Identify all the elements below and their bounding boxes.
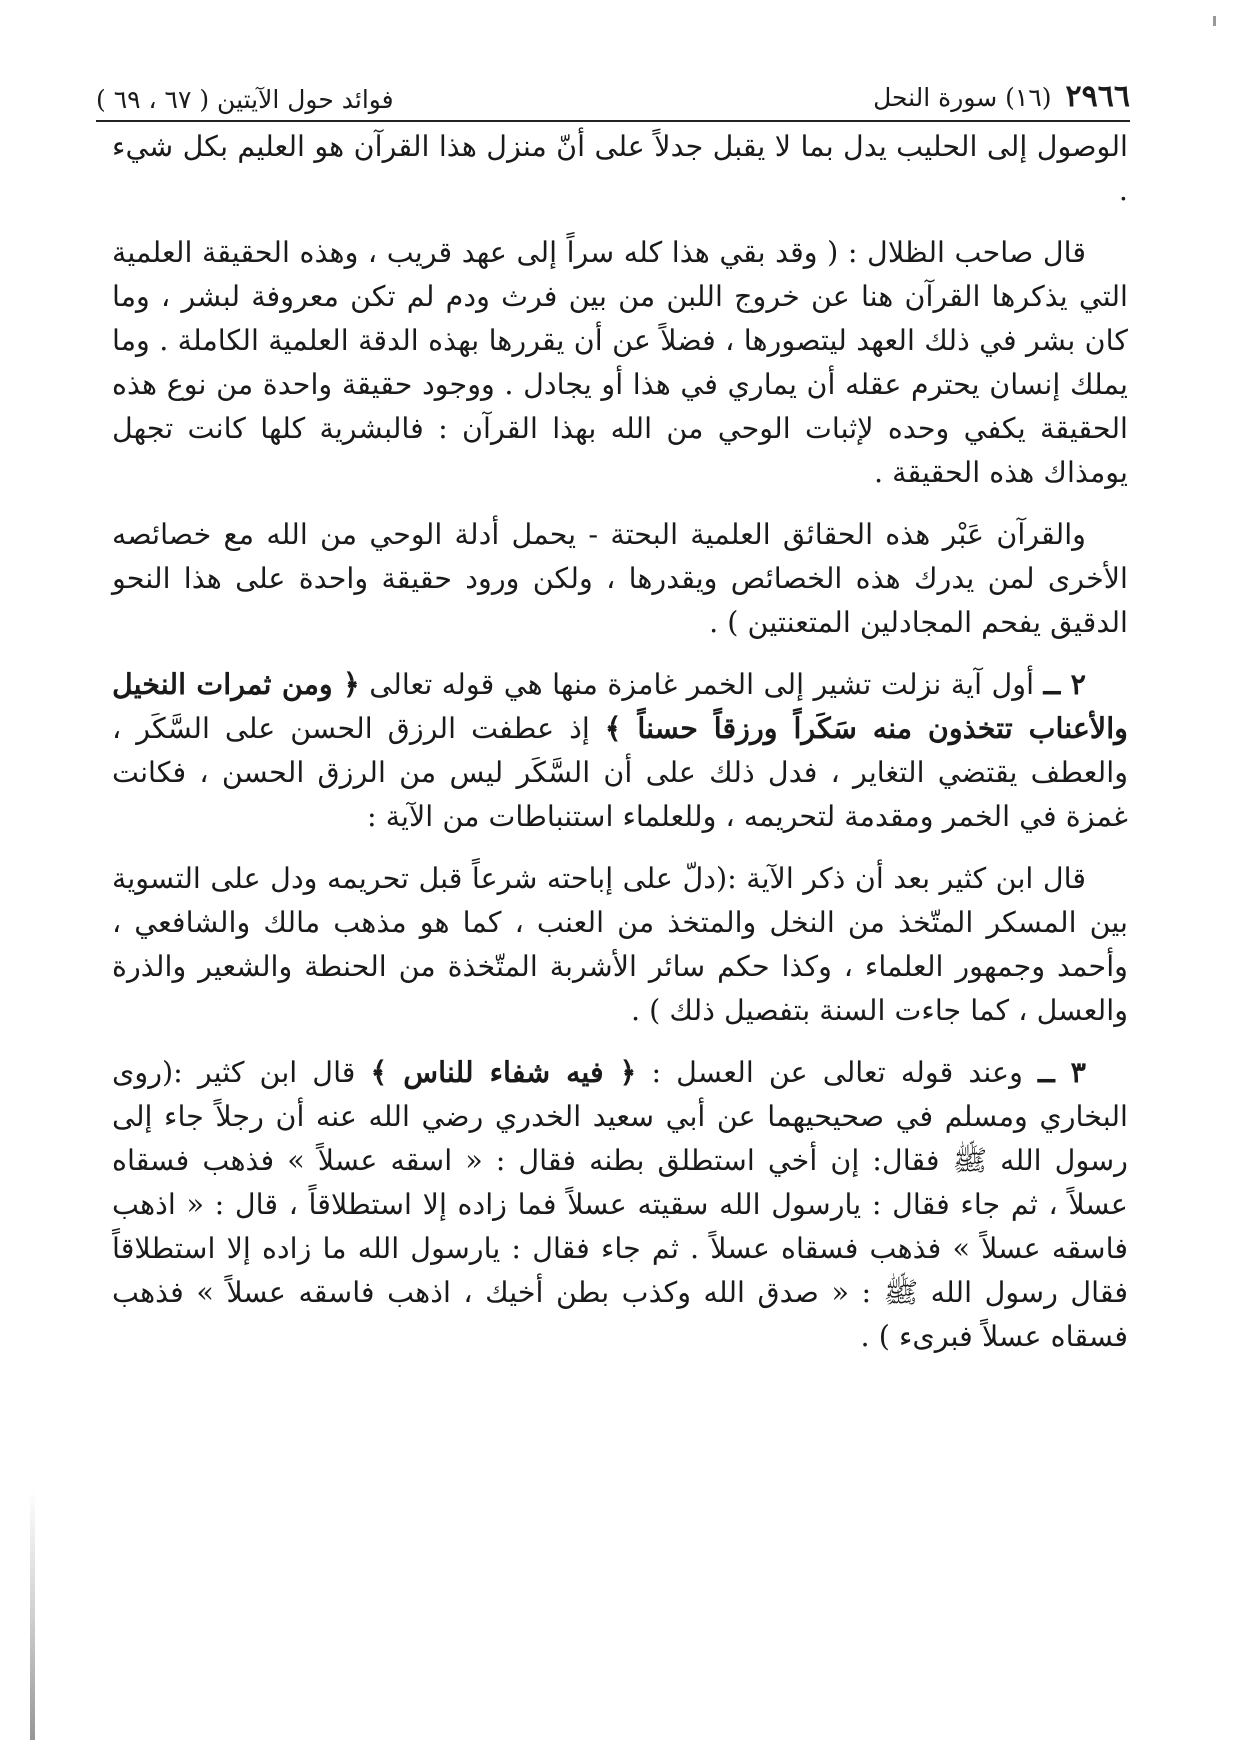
point-2-explanation: إذ عطفت الرزق الحسن على السَّكَر ، والعطف يقتضي التغاير ، فدل ذلك على أن السَّكَر ليس من الرزق الحسن ، فكانت غمزة في الخمر ومقدمة لتحريمه ، وللعلماء استنباطات من الآية :: [112, 711, 1128, 833]
header-right-group: [873, 79, 1130, 114]
page-body: [112, 124, 1128, 1376]
paragraph-point-2: [112, 662, 1128, 838]
paragraph-continuation: الوصول إلى الحليب يدل بما لا يقبل جدلاً على أنّ منزل هذا القرآن هو العليم بكل شيء .: [112, 129, 1128, 207]
point-3-intro: وعند قوله تعالى عن العسل :: [651, 1055, 1023, 1089]
scan-mark: [1213, 16, 1216, 26]
paragraph-ibn-kathir-khamr: قال ابن كثير بعد أن ذكر الآية :(دلّ على إباحته شرعاً قبل تحريمه ودل على التسوية بين المسكر المتّخذ من النخل والمتخذ من العنب ، كما هو مذهب مالك والشافعي ، وأحمد وجمهور العلماء ، وكذا حكم سائر الأشربة المتّخذة من الحنطة والشعير والذرة والعسل ، كما جاءت السنة بتفصيل ذلك ) .: [112, 861, 1128, 1027]
paragraph-quran-evidence: والقرآن عَبْر هذه الحقائق العلمية البحتة - يحمل أدلة الوحي من الله مع خصائصه الأخرى لمن يدرك هذه الخصائص ويقدرها ، ولكن ورود حقيقة واحدة على هذا النحو الدقيق يفحم المجادلين المتعنتين ) .: [112, 517, 1128, 639]
point-number-2: ٢ ــ: [1043, 667, 1086, 701]
point-3-hadith: قال ابن كثير :(روى البخاري ومسلم في صحيحيهما عن أبي سعيد الخدري رضي الله عنه أن رجلاً جاء إلى رسول الله ﷺ فقال: إن أخي استطلق بطنه فقال : « اسقه عسلاً » فذهب فسقاه عسلاً ، ثم جاء فقال : يارسول الله سقيته عسلاً فما زاده إلا استطلاقاً ، قال : « اذهب فاسقه عسلاً » فذهب فسقاه عسلاً . ثم جاء فقال : يارسول الله ما زاده إلا استطلاقاً فقال رسول الله ﷺ : « صدق الله وكذب بطن أخيك ، اذهب فاسقه عسلاً » فذهب فسقاه عسلاً فبرىء ) .: [112, 1055, 1128, 1353]
surah-name: (١٦) سورة النحل: [873, 83, 1052, 112]
scan-edge-artifact: [30, 1490, 35, 1740]
paragraph-zilal-quote: قال صاحب الظلال : ( وقد بقي هذا كله سراً إلى عهد قريب ، وهذه الحقيقة العلمية التي يذكرها القرآن هنا عن خروج اللبن من بين فرث ودم لم تكن معروفة لبشر ، وما كان بشر في ذلك العهد ليتصورها ، فضلاً عن أن يقررها بهذه الدقة العلمية الكاملة . وما يملك إنسان يحترم عقله أن يماري في هذا أو يجادل . ووجود حقيقة واحدة من نوع هذه الحقيقة يكفي وحده لإثبات الوحي من الله بهذا القرآن : فالبشرية كلها كانت تجهل يومذاك هذه الحقيقة .: [112, 235, 1128, 489]
paragraph-point-3: [112, 1050, 1128, 1358]
running-title: فوائد حول الآيتين ( ٦٧ ، ٦٩ ): [96, 85, 394, 114]
point-number-3: ٣ ــ: [1037, 1055, 1087, 1089]
verse-quote-shifa: ﴿ فيه شفاء للناس ﴾: [370, 1055, 637, 1089]
verse-quote-nakhil: ﴿ ومن ثمرات النخيل والأعناب تتخذون منه سَكَراً ورزقاً حسناً ﴾: [112, 667, 1128, 745]
point-2-intro: أول آية نزلت تشير إلى الخمر غامزة منها هي قوله تعالى: [369, 667, 1035, 701]
page-number: ٢٩٦٦: [1065, 79, 1130, 114]
page-header: [96, 54, 1130, 122]
